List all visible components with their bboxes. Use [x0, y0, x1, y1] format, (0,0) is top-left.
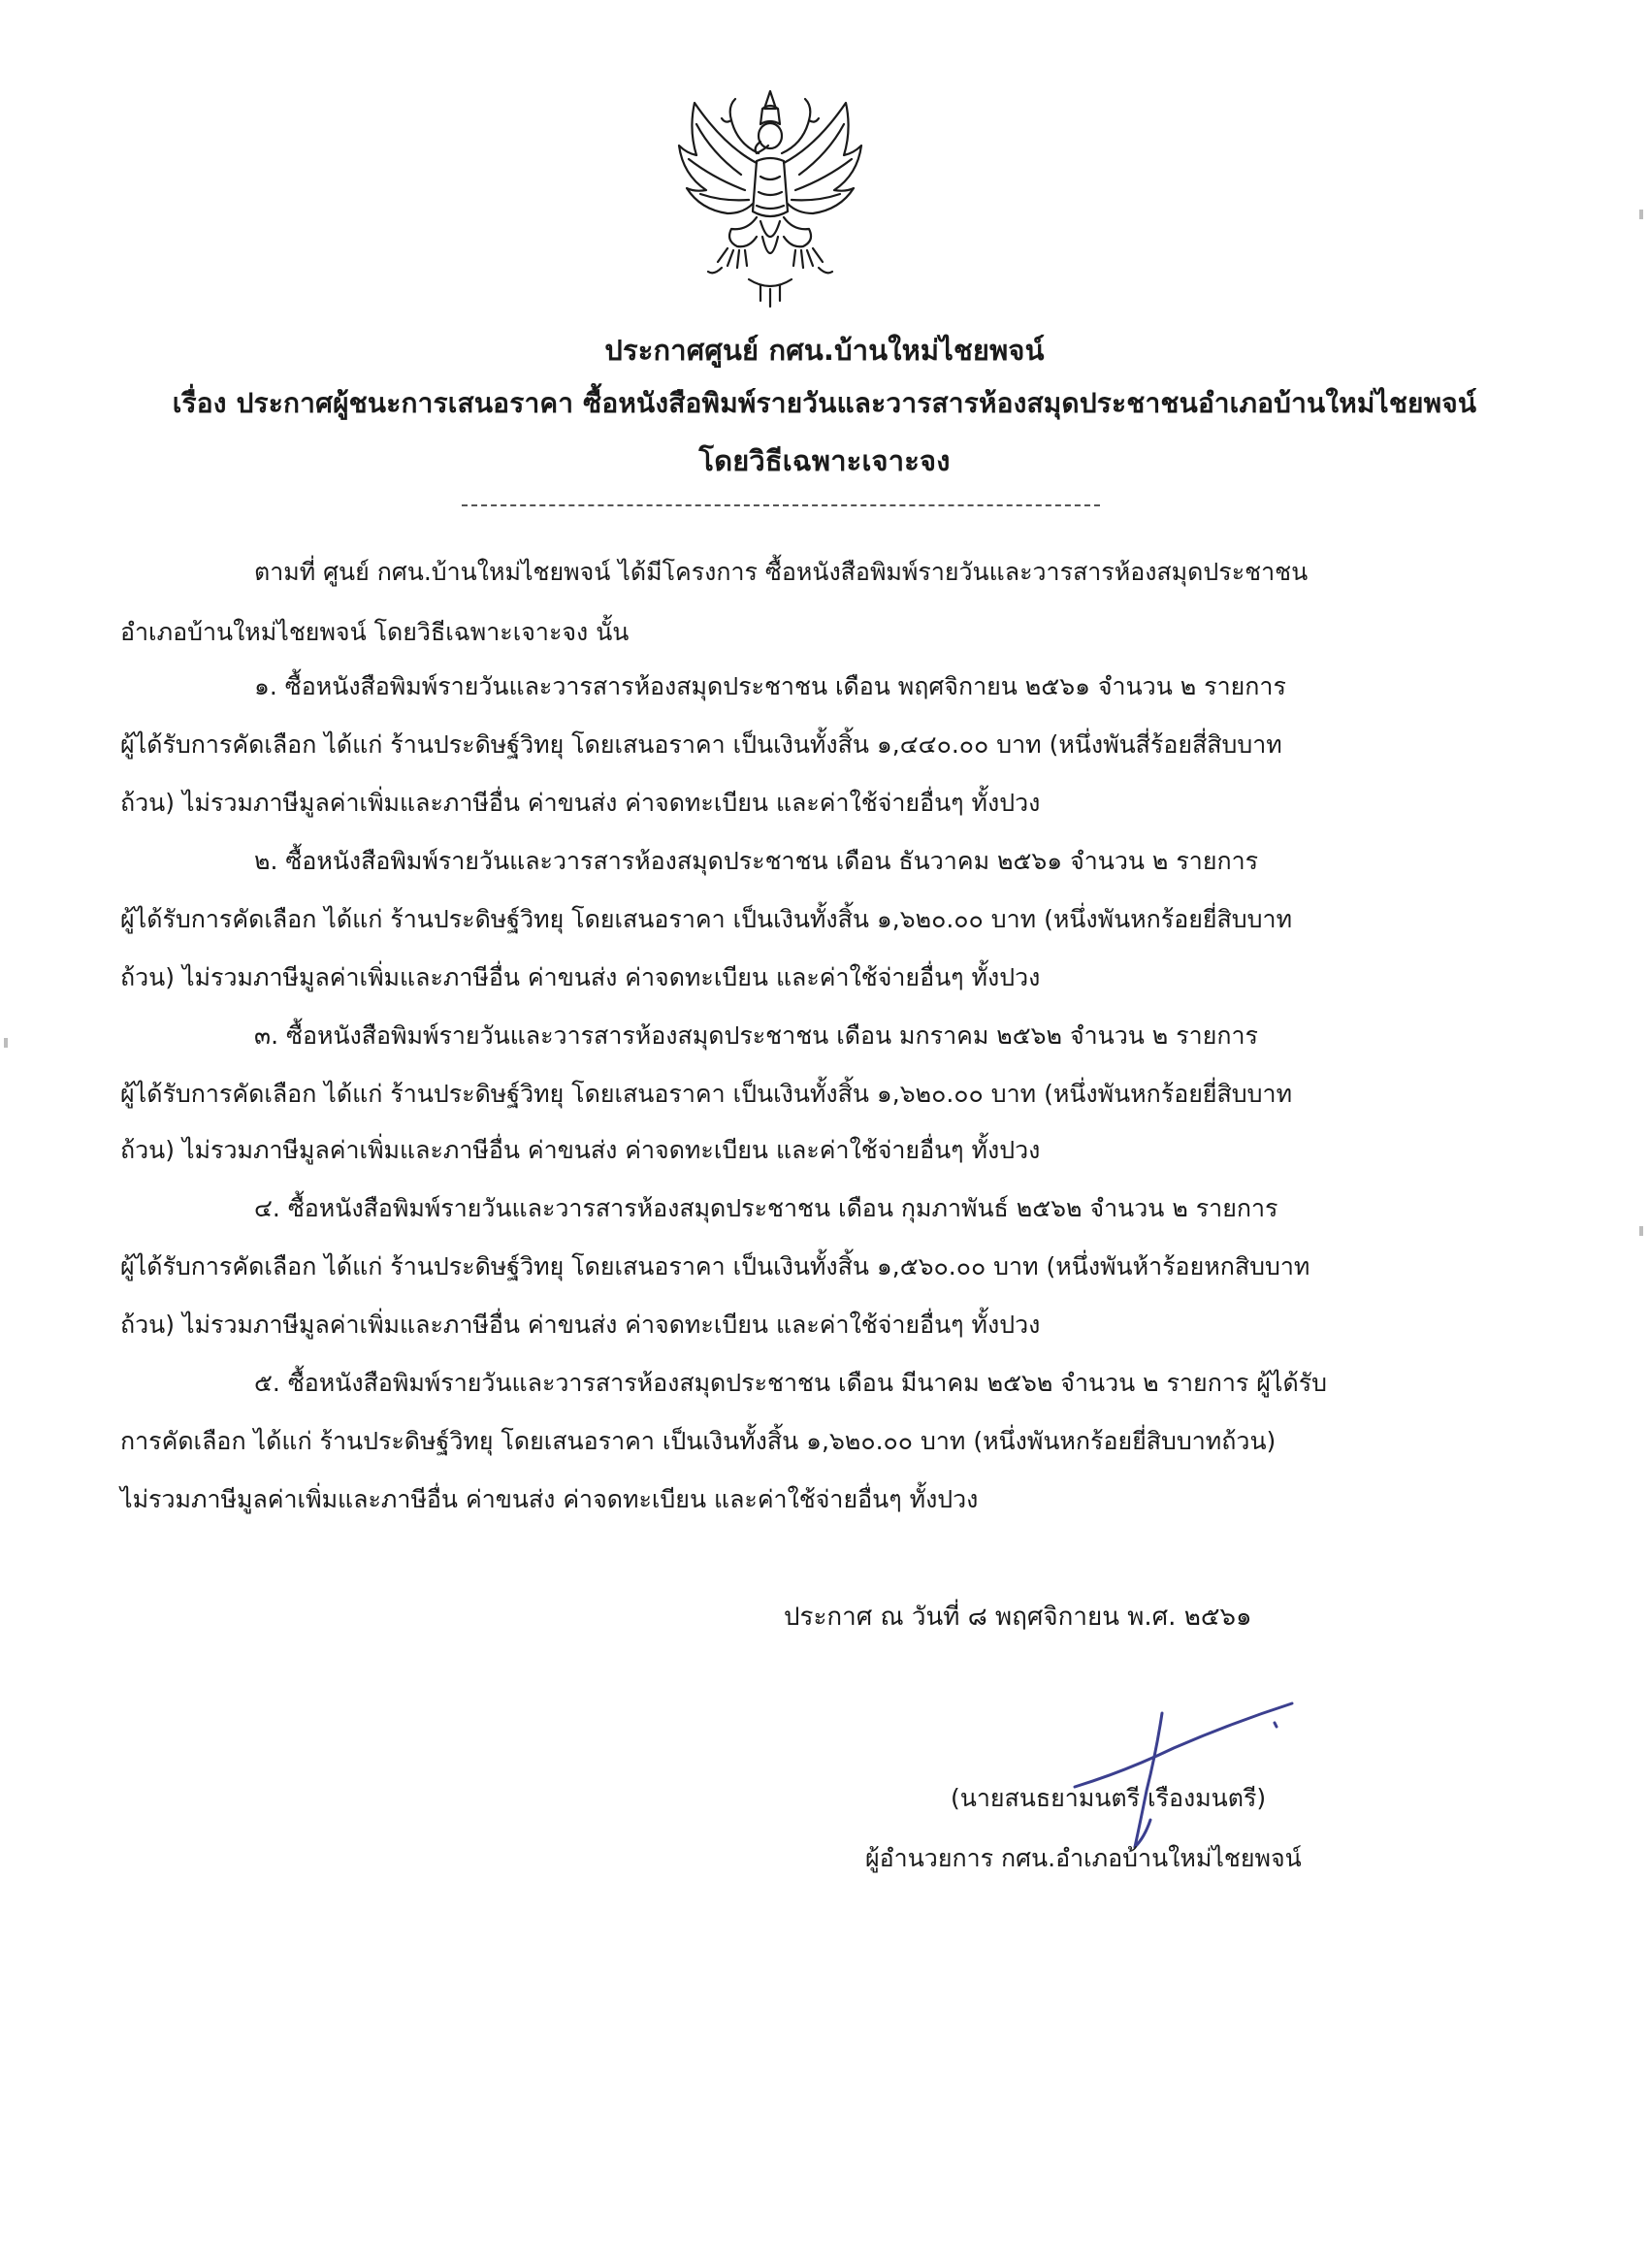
- announcement-date: ประกาศ ณ วันที่ ๘ พฤศจิกายน พ.ศ. ๒๕๖๑: [784, 1603, 1252, 1632]
- item-2-line-1: ๒. ซื้อหนังสือพิมพ์รายวันและวารสารห้องสมุดประชาชน เดือน ธันวาคม ๒๕๖๑ จำนวน ๒ รายการ: [254, 847, 1259, 875]
- item-1-line-2: ผู้ได้รับการคัดเลือก ได้แก่ ร้านประดิษฐ์วิทยุ โดยเสนอราคา เป็นเงินทั้งสิ้น ๑,๔๔๐.๐๐ บาท (หนึ่งพันสี่ร้อยสี่สิบบาท: [120, 730, 1282, 759]
- scan-mark: [4, 1038, 8, 1048]
- intro-line-1: ตามที่ ศูนย์ กศน.บ้านใหม่ไชยพจน์ ได้มีโครงการ ซื้อหนังสือพิมพ์รายวันและวารสารห้องสมุดประชาชน: [254, 558, 1309, 586]
- item-4-line-3: ถ้วน) ไม่รวมภาษีมูลค่าเพิ่มและภาษีอื่น ค่าขนส่ง ค่าจดทะเบียน และค่าใช้จ่ายอื่นๆ ทั้งปวง: [120, 1311, 1041, 1339]
- announcement-method: โดยวิธีเฉพาะเจาะจง: [698, 444, 951, 477]
- item-4-line-1: ๔. ซื้อหนังสือพิมพ์รายวันและวารสารห้องสมุดประชาชน เดือน กุมภาพันธ์ ๒๕๖๒ จำนวน ๒ รายการ: [254, 1194, 1278, 1222]
- item-3-line-3: ถ้วน) ไม่รวมภาษีมูลค่าเพิ่มและภาษีอื่น ค่าขนส่ง ค่าจดทะเบียน และค่าใช้จ่ายอื่นๆ ทั้งปวง: [120, 1136, 1041, 1164]
- intro-line-2: อำเภอบ้านใหม่ไชยพจน์ โดยวิธีเฉพาะเจาะจง นั้น: [120, 618, 630, 646]
- item-1-line-3: ถ้วน) ไม่รวมภาษีมูลค่าเพิ่มและภาษีอื่น ค่าขนส่ง ค่าจดทะเบียน และค่าใช้จ่ายอื่นๆ ทั้งปวง: [120, 789, 1041, 817]
- scan-mark: [1639, 210, 1643, 219]
- divider: [462, 504, 1100, 506]
- signer-name: (นายสนธยามนตรี เรืองมนตรี): [951, 1784, 1267, 1812]
- signer-title: ผู้อำนวยการ กศน.อำเภอบ้านใหม่ไชยพจน์: [865, 1844, 1302, 1872]
- item-2-line-3: ถ้วน) ไม่รวมภาษีมูลค่าเพิ่มและภาษีอื่น ค่าขนส่ง ค่าจดทะเบียน และค่าใช้จ่ายอื่นๆ ทั้งปวง: [120, 963, 1041, 991]
- item-3-line-1: ๓. ซื้อหนังสือพิมพ์รายวันและวารสารห้องสมุดประชาชน เดือน มกราคม ๒๕๖๒ จำนวน ๒ รายการ: [254, 1021, 1258, 1050]
- announcement-heading: ประกาศศูนย์ กศน.บ้านใหม่ไชยพจน์: [604, 334, 1045, 367]
- handwritten-signature-icon: [1067, 1674, 1300, 1859]
- item-1-line-1: ๑. ซื้อหนังสือพิมพ์รายวันและวารสารห้องสมุดประชาชน เดือน พฤศจิกายน ๒๕๖๑ จำนวน ๒ รายการ: [254, 672, 1286, 700]
- item-5-line-3: ไม่รวมภาษีมูลค่าเพิ่มและภาษีอื่น ค่าขนส่ง ค่าจดทะเบียน และค่าใช้จ่ายอื่นๆ ทั้งปวง: [120, 1485, 979, 1513]
- item-5-line-2: การคัดเลือก ได้แก่ ร้านประดิษฐ์วิทยุ โดยเสนอราคา เป็นเงินทั้งสิ้น ๑,๖๒๐.๐๐ บาท (หนึ่งพันหกร้อยยี่สิบบาทถ้วน): [120, 1427, 1277, 1455]
- item-4-line-2: ผู้ได้รับการคัดเลือก ได้แก่ ร้านประดิษฐ์วิทยุ โดยเสนอราคา เป็นเงินทั้งสิ้น ๑,๕๖๐.๐๐ บาท (หนึ่งพันห้าร้อยหกสิบบาท: [120, 1252, 1310, 1280]
- announcement-subject: เรื่อง ประกาศผู้ชนะการเสนอราคา ซื้อหนังสือพิมพ์รายวันและวารสารห้องสมุดประชาชนอำเภอบ้านใหม่ไชยพจน์: [172, 387, 1477, 419]
- garuda-emblem-icon: [667, 85, 873, 318]
- item-5-line-1: ๕. ซื้อหนังสือพิมพ์รายวันและวารสารห้องสมุดประชาชน เดือน มีนาคม ๒๕๖๒ จำนวน ๒ รายการ ผู้ได้รับ: [254, 1369, 1328, 1397]
- item-3-line-2: ผู้ได้รับการคัดเลือก ได้แก่ ร้านประดิษฐ์วิทยุ โดยเสนอราคา เป็นเงินทั้งสิ้น ๑,๖๒๐.๐๐ บาท (หนึ่งพันหกร้อยยี่สิบบาท: [120, 1080, 1293, 1108]
- scan-mark: [1639, 1226, 1643, 1236]
- item-2-line-2: ผู้ได้รับการคัดเลือก ได้แก่ ร้านประดิษฐ์วิทยุ โดยเสนอราคา เป็นเงินทั้งสิ้น ๑,๖๒๐.๐๐ บาท (หนึ่งพันหกร้อยยี่สิบบาท: [120, 905, 1293, 933]
